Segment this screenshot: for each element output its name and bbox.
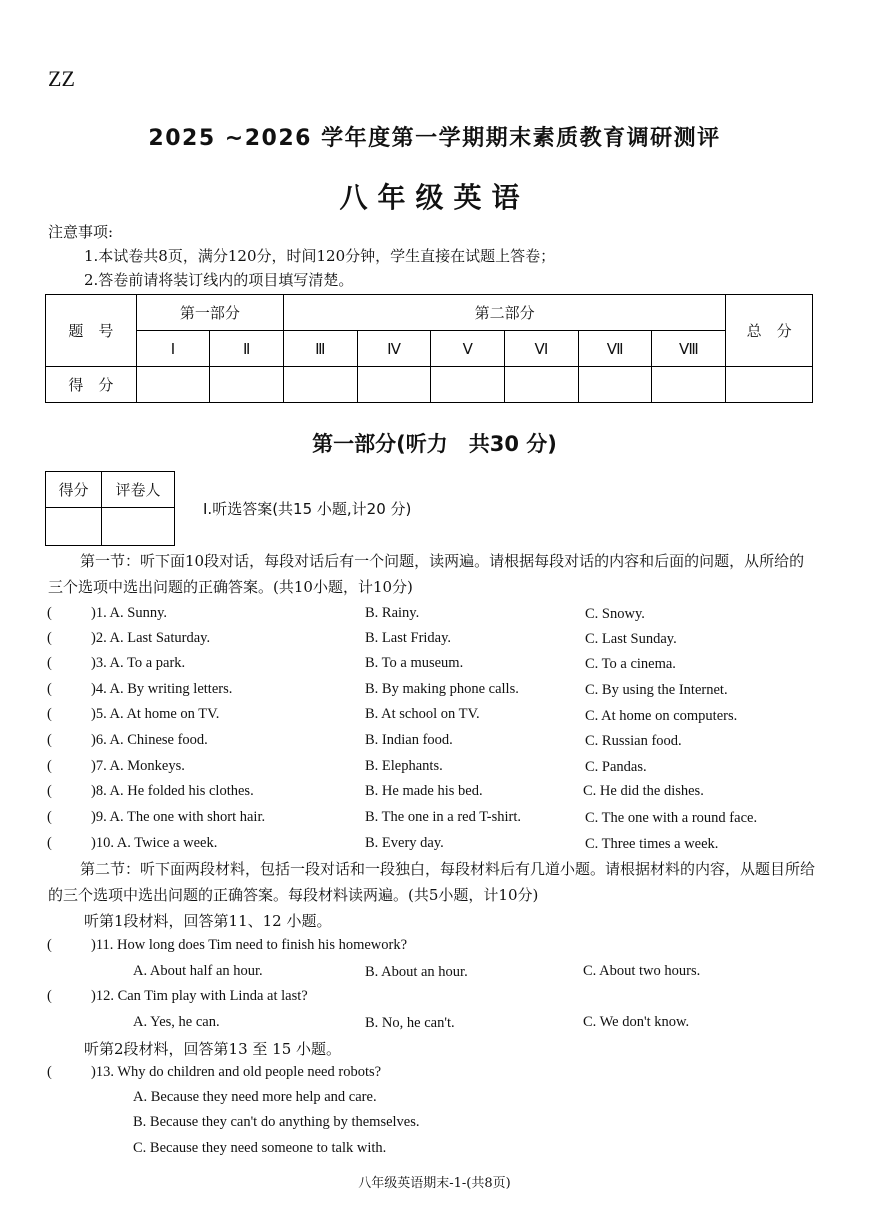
q8-option-a: )8. A. He folded his clothes. — [91, 783, 254, 799]
corner-mark: ZZ — [48, 66, 75, 91]
q1-option-b: B. Rainy. — [365, 605, 420, 621]
notice-item-1: 1.本试卷共8页，满分120分，时间120分钟，学生直接在试题上答卷； — [84, 247, 556, 265]
answer-paren[interactable]: ( — [47, 681, 52, 697]
q3-option-b: B. To a museum. — [365, 655, 464, 671]
answer-paren[interactable]: ( — [47, 809, 52, 825]
q11-option-c: C. About two hours. — [583, 963, 701, 979]
q2-option-c: C. Last Sunday. — [585, 631, 677, 647]
notice-item-2: 2.答卷前请将装订线内的项目填写清楚。 — [84, 271, 354, 289]
part1-title: 第一部分(听力 共30 分) — [312, 432, 557, 456]
answer-paren[interactable]: ( — [47, 655, 52, 671]
page-footer: 八年级英语期末-1-(共8页) — [358, 1176, 511, 1191]
answer-paren[interactable]: ( — [47, 937, 52, 953]
jie2-instructions: 第二节：听下面两段材料，包括一段对话和一段独白，每段材料后有几道小题。请根据材料的内容，从题目所给的三个选项中选出问题的正确答案。每段材料读两遍。(共5小题，计10分) — [48, 860, 816, 904]
answer-paren[interactable]: ( — [47, 630, 52, 646]
q10-option-a: )10. A. Twice a week. — [91, 835, 218, 851]
answer-paren[interactable]: ( — [47, 835, 52, 851]
material2-heading: 听第2段材料，回答第13 至 15 小题。 — [84, 1040, 342, 1058]
q9-option-a: )9. A. The one with short hair. — [91, 809, 266, 825]
q3-option-a: )3. A. To a park. — [91, 655, 186, 671]
q7-option-c: C. Pandas. — [585, 759, 647, 775]
q11-option-a: A. About half an hour. — [133, 963, 263, 979]
q12-option-c: C. We don't know. — [583, 1014, 690, 1030]
jie1-instructions: 第一节：听下面10段对话，每段对话后有一个问题，读两遍。请根据每段对话的内容和后面的问题，从所给的三个选项中选出问题的正确答案。(共10小题，计10分) — [48, 552, 805, 596]
grader-score-label: 得分 — [46, 472, 102, 508]
grader-name-label: 评卷人 — [102, 472, 175, 508]
part1-header: 第一部分 — [136, 295, 283, 331]
col-2: Ⅱ — [210, 331, 284, 367]
answer-paren[interactable]: ( — [47, 988, 52, 1004]
answer-paren[interactable]: ( — [47, 732, 52, 748]
answer-paren[interactable]: ( — [47, 758, 52, 774]
q10-option-c: C. Three times a week. — [585, 836, 719, 852]
section1-title: Ⅰ.听选答案(共15 小题,计20 分) — [203, 500, 412, 518]
q4-option-b: B. By making phone calls. — [365, 681, 519, 697]
q2-option-b: B. Last Friday. — [365, 630, 452, 646]
col-7: Ⅶ — [578, 331, 652, 367]
part2-header: 第二部分 — [284, 295, 726, 331]
answer-paren[interactable]: ( — [47, 783, 52, 799]
q6-option-a: )6. A. Chinese food. — [91, 732, 208, 748]
q11-stem: )11. How long does Tim need to finish his homework? — [91, 937, 408, 953]
q13-option-c: C. Because they need someone to talk with. — [133, 1140, 387, 1156]
q13-option-a: A. Because they need more help and care. — [133, 1089, 377, 1105]
q13-stem: )13. Why do children and old people need robots? — [91, 1064, 382, 1080]
q8-option-b: B. He made his bed. — [365, 783, 483, 799]
col-4: Ⅳ — [357, 331, 431, 367]
q4-option-c: C. By using the Internet. — [585, 682, 728, 698]
q10-option-b: B. Every day. — [365, 835, 444, 851]
col-8: Ⅷ — [652, 331, 726, 367]
label-question-number: 题 号 — [46, 295, 137, 367]
answer-paren[interactable]: ( — [47, 605, 52, 621]
q2-option-a: )2. A. Last Saturday. — [91, 630, 211, 646]
material1-heading: 听第1段材料，回答第11、12 小题。 — [84, 912, 332, 930]
q5-option-a: )5. A. At home on TV. — [91, 706, 220, 722]
q8-option-c: C. He did the dishes. — [583, 783, 704, 799]
q7-option-b: B. Elephants. — [365, 758, 443, 774]
q12-option-b: B. No, he can't. — [365, 1015, 455, 1031]
col-1: Ⅰ — [136, 331, 210, 367]
q11-option-b: B. About an hour. — [365, 964, 468, 980]
q12-stem: )12. Can Tim play with Linda at last? — [91, 988, 308, 1004]
q6-option-b: B. Indian food. — [365, 732, 453, 748]
notice-heading: 注意事项: — [48, 223, 114, 241]
q1-option-c: C. Snowy. — [585, 606, 645, 622]
q3-option-c: C. To a cinema. — [585, 656, 676, 672]
answer-paren[interactable]: ( — [47, 1064, 52, 1080]
q5-option-b: B. At school on TV. — [365, 706, 480, 722]
col-3: Ⅲ — [284, 331, 358, 367]
q4-option-a: )4. A. By writing letters. — [91, 681, 233, 697]
q5-option-c: C. At home on computers. — [585, 708, 738, 724]
q12-option-a: A. Yes, he can. — [133, 1014, 220, 1030]
answer-paren[interactable]: ( — [47, 706, 52, 722]
q6-option-c: C. Russian food. — [585, 733, 682, 749]
q1-option-a: )1. A. Sunny. — [91, 605, 167, 621]
col-6: Ⅵ — [505, 331, 579, 367]
exam-title: 2025 ~2026 学年度第一学期期末素质教育调研测评 — [148, 126, 721, 151]
q9-option-c: C. The one with a round face. — [585, 810, 758, 826]
q9-option-b: B. The one in a red T-shirt. — [365, 809, 521, 825]
label-score: 得 分 — [46, 367, 137, 403]
q7-option-a: )7. A. Monkeys. — [91, 758, 185, 774]
q13-option-b: B. Because they can't do anything by themselves. — [133, 1114, 420, 1130]
col-5: Ⅴ — [431, 331, 505, 367]
total-header: 总 分 — [726, 295, 813, 367]
exam-subtitle: 八年级英语 — [339, 181, 530, 214]
